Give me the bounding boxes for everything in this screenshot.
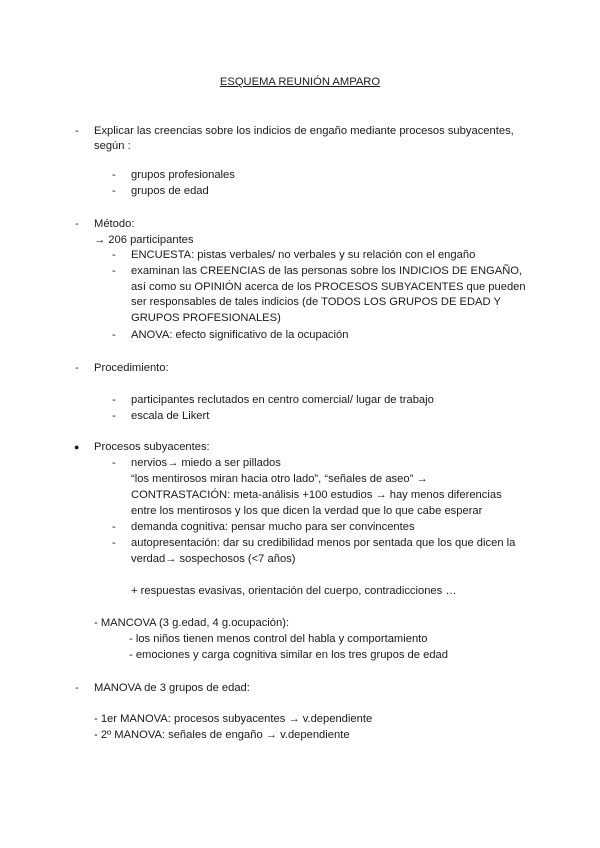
nervios-line: nervios→ miedo a ser pillados [131,457,281,469]
dash-marker: - [112,185,116,197]
dash-marker: - [112,249,116,261]
dash-marker: - [75,125,79,137]
mancova-item: - los niños tienen menos control del habla y comportamiento [129,633,428,645]
intro-line-1: Explicar las creencias sobre los indicios de engaño mediante procesos subyacentes, [94,125,514,137]
procedure-heading: Procedimiento: [94,362,169,374]
bullet-marker: ● [74,442,80,452]
dash-marker: - [112,394,116,406]
dash-marker: - [75,362,79,374]
dash-marker: - [112,169,116,181]
demanda-line: demanda cognitiva: pensar mucho para ser convincentes [131,521,415,533]
dash-marker: - [112,521,116,533]
dash-marker: - [75,218,79,230]
dash-marker: - [112,537,116,549]
manova-heading: MANOVA de 3 grupos de edad: [94,682,250,694]
dash-marker: - [112,265,116,277]
mancova-heading: - MANCOVA (3 g.edad, 4 g.ocupación): [94,617,290,629]
list-item: grupos profesionales [131,169,235,181]
autopresentacion-line: autopresentación: dar su credibilidad menos por sentada que los que dicen la [131,537,516,549]
list-item: grupos de edad [131,185,209,197]
dash-marker: - [112,457,116,469]
list-item-encuesta: ENCUESTA: pistas verbales/ no verbales y su relación con el engaño [131,249,476,261]
dash-marker: - [75,682,79,694]
list-item: escala de Likert [131,410,210,422]
extras-line: + respuestas evasivas, orientación del cuerpo, contradicciones … [131,585,457,597]
participants-count: → 206 participantes [94,234,194,246]
dash-marker: - [112,410,116,422]
nervios-line: “los mentirosos miran hacia otro lado”, “señales de aseo” → [131,473,428,485]
examinan-line: ser responsables de tales indicios (de TODOS LOS GRUPOS DE EDAD Y [131,296,501,308]
examinan-line: GRUPOS PROFESIONALES) [131,312,281,324]
examinan-line: examinan las CREENCIAS de las personas sobre los INDICIOS DE ENGAÑO, [131,265,523,277]
examinan-line: así como su OPINIÓN acerca de los PROCESOS SUBYACENTES que pueden [131,281,526,293]
processes-heading: Procesos subyacentes: [94,441,210,453]
mancova-item: - emociones y carga cognitiva similar en los tres grupos de edad [129,649,449,661]
list-item-anova: ANOVA: efecto significativo de la ocupación [131,329,349,341]
nervios-line: entre los mentirosos y los que dicen la verdad que lo que cabe esperar [131,505,483,517]
nervios-line: CONTRASTACIÓN: meta-análisis +100 estudios → hay menos diferencias [131,489,502,501]
list-item: participantes reclutados en centro comercial/ lugar de trabajo [131,394,434,406]
intro-line-2: según : [94,140,131,152]
manova-item: - 2º MANOVA: señales de engaño → v.dependiente [94,729,350,741]
manova-item: - 1er MANOVA: procesos subyacentes → v.dependiente [94,713,373,725]
autopresentacion-line: verdad→ sospechosos (<7 años) [131,553,296,565]
page-title: ESQUEMA REUNIÓN AMPARO [219,76,381,88]
dash-marker: - [112,329,116,341]
method-heading: Método: [94,218,135,230]
